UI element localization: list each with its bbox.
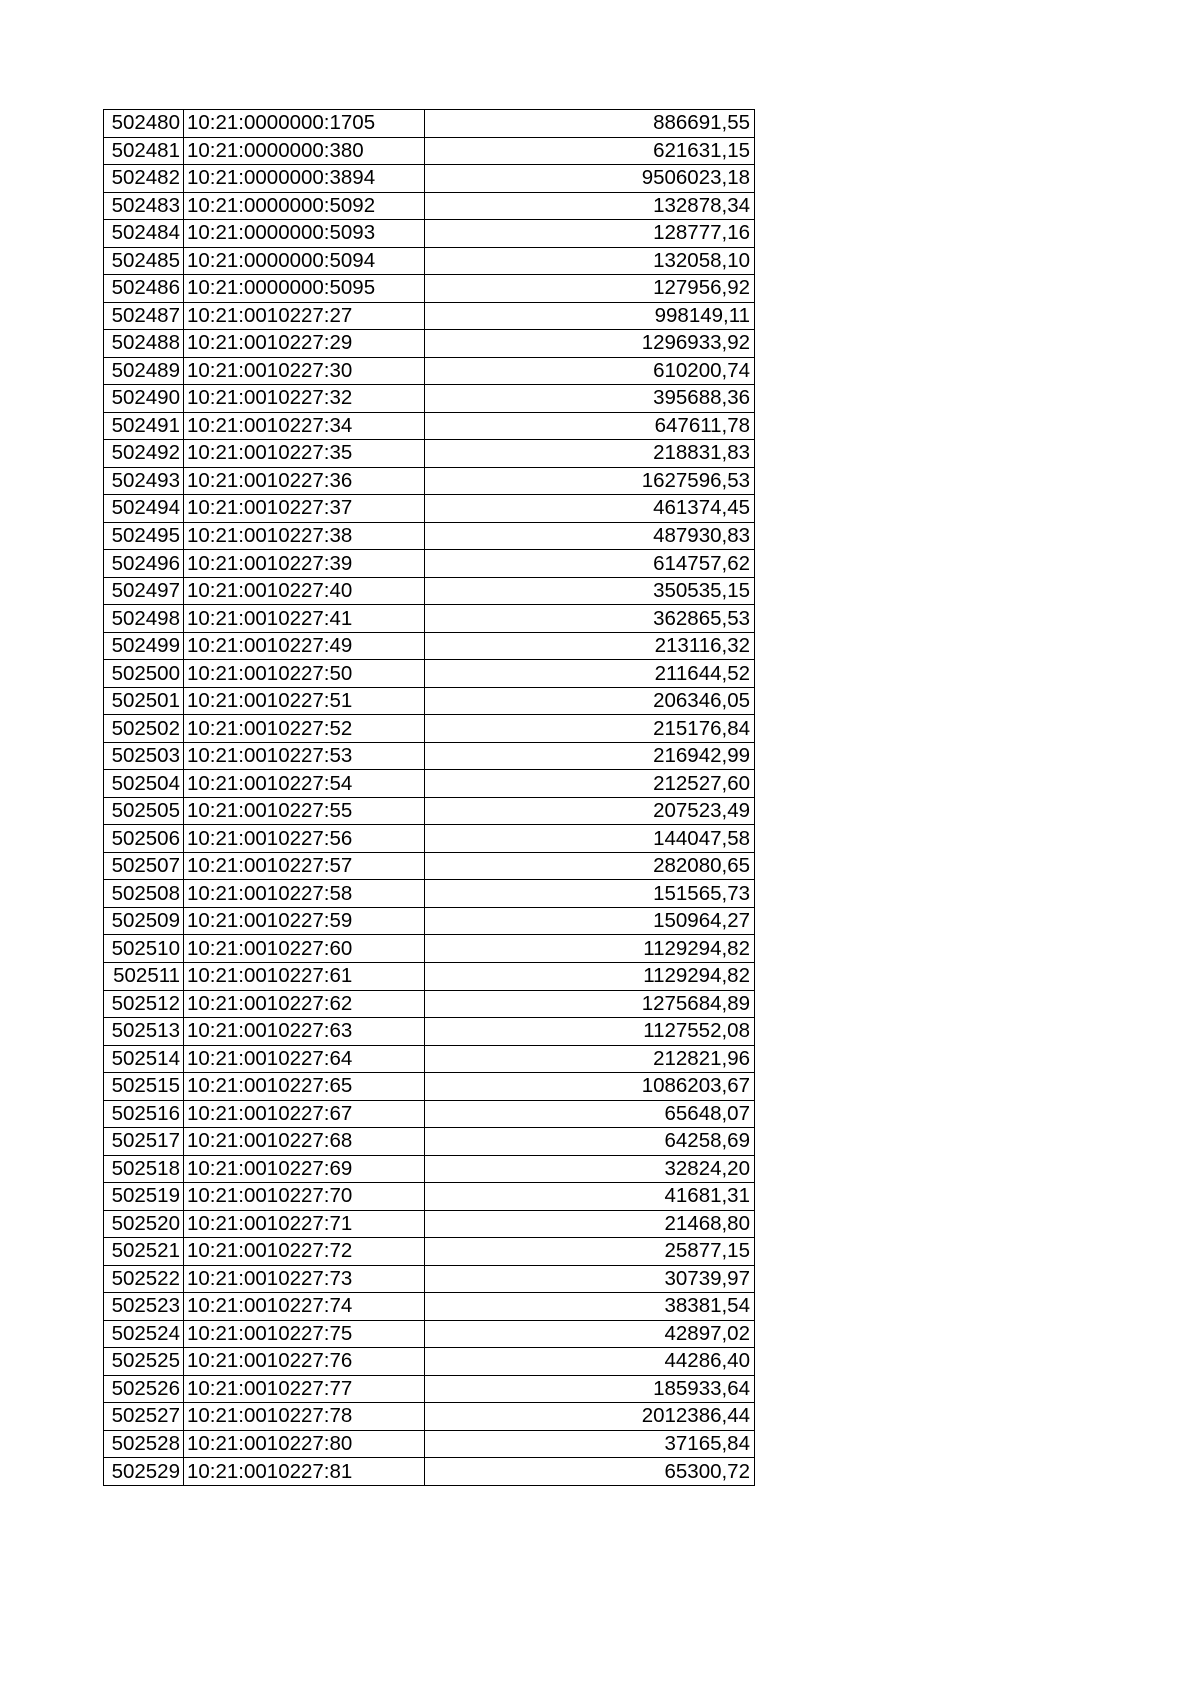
table-row — [104, 1265, 755, 1293]
cadastral-number-cell: 10:21:0010227:69 — [184, 1155, 425, 1183]
cadastral-number-cell: 10:21:0000000:5092 — [184, 192, 425, 220]
cadastral-number-cell: 10:21:0010227:58 — [184, 880, 425, 908]
cadastral-number-cell: 10:21:0010227:34 — [184, 412, 425, 440]
cadastral-number-cell: 10:21:0010227:76 — [184, 1348, 425, 1376]
cadastral-number-cell: 10:21:0010227:71 — [184, 1210, 425, 1238]
row-number-cell: 502518 — [104, 1155, 184, 1183]
cadastral-value-cell: 211644,52 — [425, 660, 755, 688]
cadastral-number-cell: 10:21:0010227:49 — [184, 632, 425, 660]
cadastral-number-cell: 10:21:0010227:57 — [184, 852, 425, 880]
row-number-cell: 502493 — [104, 467, 184, 495]
cadastral-number-cell: 10:21:0000000:5093 — [184, 220, 425, 248]
row-number-cell: 502484 — [104, 220, 184, 248]
cadastral-value-cell: 614757,62 — [425, 550, 755, 578]
table-row — [104, 660, 755, 688]
table-row — [104, 467, 755, 495]
row-number-cell: 502502 — [104, 715, 184, 743]
row-number-cell: 502497 — [104, 577, 184, 605]
cadastral-number-cell: 10:21:0010227:36 — [184, 467, 425, 495]
cadastral-value-cell: 487930,83 — [425, 522, 755, 550]
cadastral-value-cell: 998149,11 — [425, 302, 755, 330]
cadastral-number-cell: 10:21:0010227:37 — [184, 495, 425, 523]
table-row — [104, 247, 755, 275]
cadastral-value-cell: 128777,16 — [425, 220, 755, 248]
table-row — [104, 962, 755, 990]
cadastral-value-cell: 37165,84 — [425, 1430, 755, 1458]
table-row — [104, 880, 755, 908]
row-number-cell: 502481 — [104, 137, 184, 165]
table-row — [104, 632, 755, 660]
table-row — [104, 192, 755, 220]
row-number-cell: 502480 — [104, 110, 184, 138]
cadastral-number-cell: 10:21:0010227:29 — [184, 330, 425, 358]
cadastral-number-cell: 10:21:0010227:52 — [184, 715, 425, 743]
cadastral-number-cell: 10:21:0010227:61 — [184, 962, 425, 990]
cadastral-number-cell: 10:21:0000000:1705 — [184, 110, 425, 138]
cadastral-value-cell: 44286,40 — [425, 1348, 755, 1376]
cadastral-number-cell: 10:21:0010227:38 — [184, 522, 425, 550]
cadastral-number-cell: 10:21:0010227:40 — [184, 577, 425, 605]
cadastral-number-cell: 10:21:0010227:73 — [184, 1265, 425, 1293]
cadastral-number-cell: 10:21:0010227:81 — [184, 1458, 425, 1486]
cadastral-value-cell: 65648,07 — [425, 1100, 755, 1128]
cadastral-value-cell: 1129294,82 — [425, 962, 755, 990]
row-number-cell: 502495 — [104, 522, 184, 550]
table-row — [104, 825, 755, 853]
table-row — [104, 852, 755, 880]
table-row — [104, 302, 755, 330]
table-row — [104, 1155, 755, 1183]
cadastral-number-cell: 10:21:0010227:62 — [184, 990, 425, 1018]
cadastral-number-cell: 10:21:0010227:53 — [184, 742, 425, 770]
row-number-cell: 502527 — [104, 1403, 184, 1431]
cadastral-number-cell: 10:21:0010227:39 — [184, 550, 425, 578]
document-page — [103, 109, 755, 1486]
table-row — [104, 1100, 755, 1128]
cadastral-number-cell: 10:21:0010227:80 — [184, 1430, 425, 1458]
row-number-cell: 502501 — [104, 687, 184, 715]
cadastral-value-cell: 42897,02 — [425, 1320, 755, 1348]
table-row — [104, 1403, 755, 1431]
cadastral-value-cell: 9506023,18 — [425, 165, 755, 193]
table-row — [104, 1348, 755, 1376]
table-row — [104, 1018, 755, 1046]
cadastral-number-cell: 10:21:0010227:35 — [184, 440, 425, 468]
cadastral-value-cell: 610200,74 — [425, 357, 755, 385]
cadastral-value-cell: 215176,84 — [425, 715, 755, 743]
cadastral-number-cell: 10:21:0010227:56 — [184, 825, 425, 853]
row-number-cell: 502523 — [104, 1293, 184, 1321]
cadastral-number-cell: 10:21:0010227:78 — [184, 1403, 425, 1431]
row-number-cell: 502510 — [104, 935, 184, 963]
table-row — [104, 440, 755, 468]
cadastral-number-cell: 10:21:0010227:32 — [184, 385, 425, 413]
row-number-cell: 502519 — [104, 1183, 184, 1211]
cadastral-number-cell: 10:21:0010227:60 — [184, 935, 425, 963]
cadastral-value-cell: 207523,49 — [425, 797, 755, 825]
row-number-cell: 502492 — [104, 440, 184, 468]
cadastral-value-cell: 151565,73 — [425, 880, 755, 908]
cadastral-value-cell: 216942,99 — [425, 742, 755, 770]
table-row — [104, 770, 755, 798]
cadastral-value-cell: 647611,78 — [425, 412, 755, 440]
row-number-cell: 502521 — [104, 1238, 184, 1266]
cadastral-value-cell: 25877,15 — [425, 1238, 755, 1266]
table-row — [104, 1458, 755, 1486]
row-number-cell: 502496 — [104, 550, 184, 578]
row-number-cell: 502511 — [104, 962, 184, 990]
cadastral-value-cell: 32824,20 — [425, 1155, 755, 1183]
cadastral-value-cell: 1275684,89 — [425, 990, 755, 1018]
table-row — [104, 1293, 755, 1321]
table-row — [104, 522, 755, 550]
cadastral-value-cell: 65300,72 — [425, 1458, 755, 1486]
row-number-cell: 502486 — [104, 275, 184, 303]
cadastral-value-cell: 21468,80 — [425, 1210, 755, 1238]
row-number-cell: 502483 — [104, 192, 184, 220]
row-number-cell: 502513 — [104, 1018, 184, 1046]
table-row — [104, 1210, 755, 1238]
cadastral-number-cell: 10:21:0010227:51 — [184, 687, 425, 715]
cadastral-value-cell: 461374,45 — [425, 495, 755, 523]
cadastral-value-cell: 395688,36 — [425, 385, 755, 413]
table-row — [104, 687, 755, 715]
table-row — [104, 495, 755, 523]
cadastral-value-cell: 1086203,67 — [425, 1073, 755, 1101]
row-number-cell: 502515 — [104, 1073, 184, 1101]
cadastral-number-cell: 10:21:0010227:54 — [184, 770, 425, 798]
cadastral-value-cell: 144047,58 — [425, 825, 755, 853]
cadastral-value-cell: 218831,83 — [425, 440, 755, 468]
cadastral-value-cell: 282080,65 — [425, 852, 755, 880]
table-row — [104, 1320, 755, 1348]
table-row — [104, 907, 755, 935]
cadastral-number-cell: 10:21:0010227:68 — [184, 1128, 425, 1156]
row-number-cell: 502516 — [104, 1100, 184, 1128]
cadastral-value-cell: 206346,05 — [425, 687, 755, 715]
cadastral-value-cell: 38381,54 — [425, 1293, 755, 1321]
table-row — [104, 577, 755, 605]
row-number-cell: 502503 — [104, 742, 184, 770]
row-number-cell: 502500 — [104, 660, 184, 688]
cadastral-value-cell: 1129294,82 — [425, 935, 755, 963]
table-row — [104, 357, 755, 385]
cadastral-number-cell: 10:21:0000000:5094 — [184, 247, 425, 275]
cadastral-number-cell: 10:21:0010227:27 — [184, 302, 425, 330]
table-row — [104, 110, 755, 138]
row-number-cell: 502485 — [104, 247, 184, 275]
cadastral-value-cell: 886691,55 — [425, 110, 755, 138]
row-number-cell: 502488 — [104, 330, 184, 358]
table-row — [104, 715, 755, 743]
row-number-cell: 502529 — [104, 1458, 184, 1486]
row-number-cell: 502520 — [104, 1210, 184, 1238]
table-row — [104, 1238, 755, 1266]
cadastral-number-cell: 10:21:0010227:65 — [184, 1073, 425, 1101]
cadastral-value-cell: 362865,53 — [425, 605, 755, 633]
table-body — [104, 110, 755, 1486]
row-number-cell: 502499 — [104, 632, 184, 660]
table-row — [104, 1430, 755, 1458]
row-number-cell: 502498 — [104, 605, 184, 633]
row-number-cell: 502509 — [104, 907, 184, 935]
cadastral-value-cell: 621631,15 — [425, 137, 755, 165]
cadastral-number-cell: 10:21:0000000:5095 — [184, 275, 425, 303]
cadastral-value-cell: 1127552,08 — [425, 1018, 755, 1046]
row-number-cell: 502514 — [104, 1045, 184, 1073]
cadastral-number-cell: 10:21:0010227:74 — [184, 1293, 425, 1321]
row-number-cell: 502525 — [104, 1348, 184, 1376]
table-row — [104, 1045, 755, 1073]
cadastral-number-cell: 10:21:0010227:72 — [184, 1238, 425, 1266]
cadastral-number-cell: 10:21:0010227:70 — [184, 1183, 425, 1211]
row-number-cell: 502526 — [104, 1375, 184, 1403]
row-number-cell: 502512 — [104, 990, 184, 1018]
row-number-cell: 502528 — [104, 1430, 184, 1458]
cadastral-number-cell: 10:21:0010227:77 — [184, 1375, 425, 1403]
cadastral-value-cell: 1296933,92 — [425, 330, 755, 358]
cadastral-number-cell: 10:21:0010227:41 — [184, 605, 425, 633]
cadastral-number-cell: 10:21:0010227:64 — [184, 1045, 425, 1073]
cadastral-number-cell: 10:21:0010227:75 — [184, 1320, 425, 1348]
cadastral-value-cell: 64258,69 — [425, 1128, 755, 1156]
cadastral-value-cell: 132058,10 — [425, 247, 755, 275]
row-number-cell: 502491 — [104, 412, 184, 440]
row-number-cell: 502504 — [104, 770, 184, 798]
row-number-cell: 502524 — [104, 1320, 184, 1348]
cadastral-number-cell: 10:21:0000000:380 — [184, 137, 425, 165]
cadastral-value-cell: 1627596,53 — [425, 467, 755, 495]
table-row — [104, 797, 755, 825]
cadastral-number-cell: 10:21:0010227:63 — [184, 1018, 425, 1046]
cadastral-number-cell: 10:21:0010227:50 — [184, 660, 425, 688]
cadastral-value-cell: 30739,97 — [425, 1265, 755, 1293]
cadastral-number-cell: 10:21:0000000:3894 — [184, 165, 425, 193]
table-row — [104, 935, 755, 963]
row-number-cell: 502508 — [104, 880, 184, 908]
row-number-cell: 502507 — [104, 852, 184, 880]
cadastral-value-cell: 132878,34 — [425, 192, 755, 220]
table-row — [104, 1128, 755, 1156]
table-row — [104, 990, 755, 1018]
table-row — [104, 412, 755, 440]
row-number-cell: 502490 — [104, 385, 184, 413]
cadastral-number-cell: 10:21:0010227:55 — [184, 797, 425, 825]
table-row — [104, 1073, 755, 1101]
row-number-cell: 502517 — [104, 1128, 184, 1156]
table-row — [104, 1183, 755, 1211]
row-number-cell: 502487 — [104, 302, 184, 330]
cadastral-value-table — [103, 109, 755, 1486]
cadastral-number-cell: 10:21:0010227:67 — [184, 1100, 425, 1128]
cadastral-value-cell: 213116,32 — [425, 632, 755, 660]
row-number-cell: 502494 — [104, 495, 184, 523]
cadastral-value-cell: 150964,27 — [425, 907, 755, 935]
row-number-cell: 502506 — [104, 825, 184, 853]
cadastral-value-cell: 212821,96 — [425, 1045, 755, 1073]
row-number-cell: 502522 — [104, 1265, 184, 1293]
cadastral-number-cell: 10:21:0010227:59 — [184, 907, 425, 935]
table-row — [104, 165, 755, 193]
table-row — [104, 137, 755, 165]
cadastral-value-cell: 41681,31 — [425, 1183, 755, 1211]
cadastral-value-cell: 350535,15 — [425, 577, 755, 605]
row-number-cell: 502489 — [104, 357, 184, 385]
table-row — [104, 275, 755, 303]
table-row — [104, 742, 755, 770]
cadastral-value-cell: 2012386,44 — [425, 1403, 755, 1431]
table-row — [104, 330, 755, 358]
cadastral-value-cell: 185933,64 — [425, 1375, 755, 1403]
table-row — [104, 605, 755, 633]
table-row — [104, 220, 755, 248]
table-row — [104, 1375, 755, 1403]
table-row — [104, 550, 755, 578]
row-number-cell: 502482 — [104, 165, 184, 193]
cadastral-number-cell: 10:21:0010227:30 — [184, 357, 425, 385]
cadastral-value-cell: 127956,92 — [425, 275, 755, 303]
cadastral-value-cell: 212527,60 — [425, 770, 755, 798]
row-number-cell: 502505 — [104, 797, 184, 825]
table-row — [104, 385, 755, 413]
